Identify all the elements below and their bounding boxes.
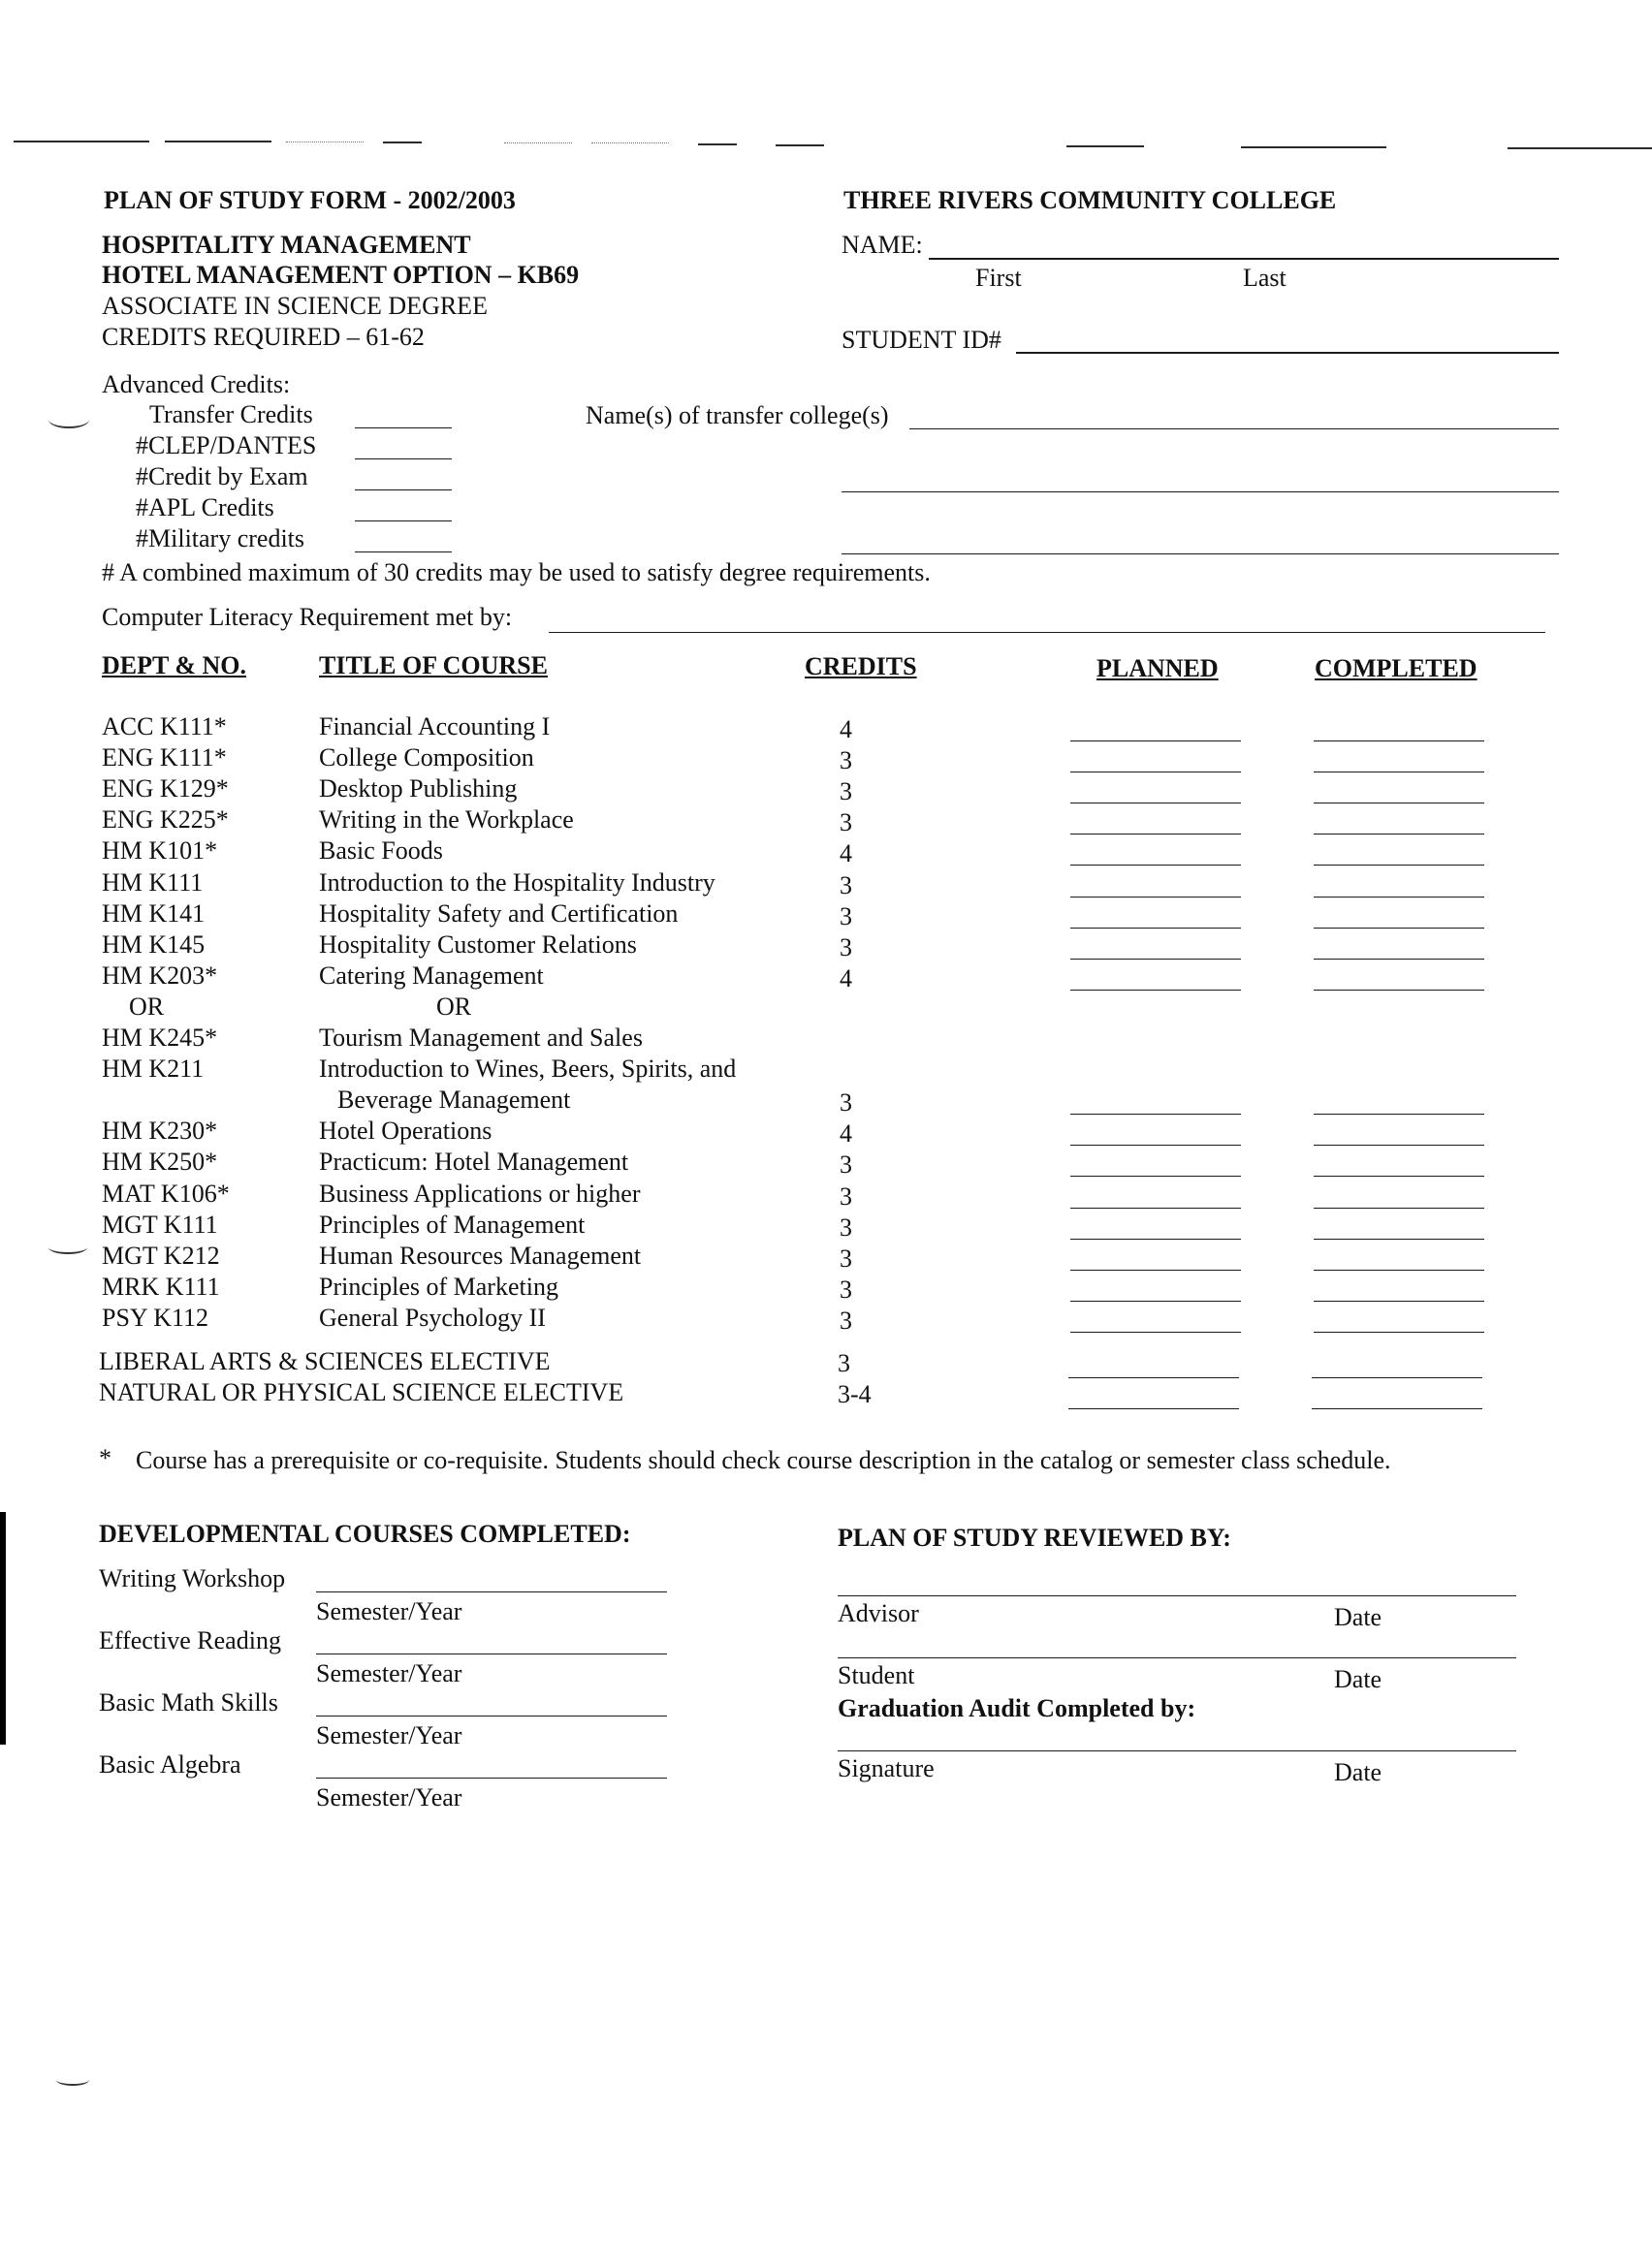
course-credits: 3 bbox=[840, 808, 852, 836]
completed-field[interactable] bbox=[1314, 1301, 1484, 1302]
course-title: OR bbox=[436, 992, 472, 1021]
dev-writing-field[interactable] bbox=[316, 1591, 667, 1592]
course-title: Desktop Publishing bbox=[319, 774, 518, 803]
last-label: Last bbox=[1243, 264, 1287, 292]
planned-field[interactable] bbox=[1070, 834, 1241, 835]
scan-left-edge bbox=[0, 1512, 6, 1745]
name-field[interactable] bbox=[929, 258, 1559, 260]
completed-field[interactable] bbox=[1314, 740, 1484, 741]
planned-field[interactable] bbox=[1070, 959, 1241, 960]
planned-field[interactable] bbox=[1068, 1377, 1239, 1378]
transfer-college-field-2[interactable] bbox=[842, 491, 1559, 492]
elective-title: NATURAL OR PHYSICAL SCIENCE ELECTIVE bbox=[99, 1378, 624, 1406]
course-dept: PSY K112 bbox=[102, 1304, 209, 1332]
course-dept: HM K101* bbox=[102, 836, 218, 865]
advisor-signature-field[interactable] bbox=[838, 1595, 1516, 1596]
planned-field[interactable] bbox=[1070, 928, 1241, 929]
student-label: Student bbox=[838, 1661, 915, 1689]
course-credits: 4 bbox=[840, 715, 852, 743]
audit-date-label: Date bbox=[1334, 1758, 1382, 1786]
transfer-college-field[interactable] bbox=[909, 428, 1559, 429]
course-dept: HM K145 bbox=[102, 930, 206, 959]
advanced-item: #APL Credits bbox=[136, 493, 274, 521]
col-header-title: TITLE OF COURSE bbox=[319, 651, 548, 679]
course-dept: ENG K225* bbox=[102, 805, 229, 834]
semester-year-label: Semester/Year bbox=[316, 1659, 462, 1687]
col-header-planned: PLANNED bbox=[1096, 654, 1219, 682]
course-title: Catering Management bbox=[319, 961, 544, 990]
completed-field[interactable] bbox=[1314, 1239, 1484, 1240]
dev-item-effective-reading: Effective Reading bbox=[99, 1626, 281, 1654]
planned-field[interactable] bbox=[1070, 1145, 1241, 1146]
course-credits: 3 bbox=[840, 902, 852, 930]
course-credits: 4 bbox=[840, 1119, 852, 1148]
advanced-item: #CLEP/DANTES bbox=[136, 431, 317, 459]
transfer-credits-field[interactable] bbox=[355, 427, 452, 428]
college-name: THREE RIVERS COMMUNITY COLLEGE bbox=[843, 186, 1337, 214]
course-title: General Psychology II bbox=[319, 1304, 546, 1332]
course-dept: ENG K129* bbox=[102, 774, 229, 803]
col-header-credits: CREDITS bbox=[805, 652, 917, 680]
review-heading: PLAN OF STUDY REVIEWED BY: bbox=[838, 1524, 1231, 1552]
completed-field[interactable] bbox=[1314, 865, 1484, 866]
scan-mark bbox=[56, 2074, 89, 2086]
course-title: Introduction to the Hospitality Industry bbox=[319, 868, 715, 897]
scan-mark bbox=[48, 411, 89, 428]
course-credits: 3 bbox=[840, 1150, 852, 1179]
scan-mark bbox=[48, 1241, 87, 1254]
planned-field[interactable] bbox=[1070, 865, 1241, 866]
combined-maximum-note: # A combined maximum of 30 credits may be used to satisfy degree requirements. bbox=[102, 558, 931, 586]
course-title: Business Applications or higher bbox=[319, 1180, 641, 1208]
planned-field[interactable] bbox=[1070, 990, 1241, 991]
course-title: Principles of Management bbox=[319, 1211, 586, 1239]
clep-field[interactable] bbox=[355, 458, 452, 459]
planned-field[interactable] bbox=[1070, 1114, 1241, 1115]
computer-literacy-field[interactable] bbox=[549, 632, 1545, 633]
first-label: First bbox=[975, 264, 1022, 292]
course-dept: HM K203* bbox=[102, 961, 218, 990]
course-credits: 4 bbox=[840, 964, 852, 992]
audit-signature-field[interactable] bbox=[838, 1750, 1516, 1751]
course-credits: 3 bbox=[840, 871, 852, 899]
elective-credits: 3 bbox=[838, 1349, 850, 1377]
dev-algebra-field[interactable] bbox=[316, 1778, 667, 1779]
completed-field[interactable] bbox=[1314, 834, 1484, 835]
planned-field[interactable] bbox=[1068, 1408, 1239, 1409]
course-credits: 3 bbox=[840, 1276, 852, 1304]
planned-field[interactable] bbox=[1070, 740, 1241, 741]
course-title: College Composition bbox=[319, 743, 534, 772]
course-dept: HM K245* bbox=[102, 1024, 218, 1052]
program-option: HOTEL MANAGEMENT OPTION – KB69 bbox=[102, 261, 580, 289]
course-credits: 4 bbox=[840, 839, 852, 867]
course-dept: MAT K106* bbox=[102, 1180, 230, 1208]
semester-year-label: Semester/Year bbox=[316, 1783, 462, 1811]
course-credits: 3 bbox=[840, 1244, 852, 1273]
completed-field[interactable] bbox=[1314, 897, 1484, 898]
completed-field[interactable] bbox=[1314, 1114, 1484, 1115]
planned-field[interactable] bbox=[1070, 897, 1241, 898]
course-credits: 3 bbox=[840, 1213, 852, 1242]
course-title: Hotel Operations bbox=[319, 1117, 492, 1145]
course-dept: HM K230* bbox=[102, 1117, 218, 1145]
dev-item-basic-math: Basic Math Skills bbox=[99, 1688, 278, 1717]
program-name: HOSPITALITY MANAGEMENT bbox=[102, 231, 471, 259]
col-header-completed: COMPLETED bbox=[1315, 654, 1477, 682]
completed-field[interactable] bbox=[1314, 990, 1484, 991]
semester-year-label: Semester/Year bbox=[316, 1597, 462, 1625]
completed-field[interactable] bbox=[1314, 959, 1484, 960]
course-dept: HM K250* bbox=[102, 1148, 218, 1176]
name-label: NAME: bbox=[842, 231, 923, 259]
course-title: Introduction to Wines, Beers, Spirits, and bbox=[319, 1055, 737, 1083]
course-credits: 3 bbox=[840, 1182, 852, 1211]
military-credits-field[interactable] bbox=[355, 551, 452, 552]
completed-field[interactable] bbox=[1312, 1377, 1482, 1378]
credit-by-exam-field[interactable] bbox=[355, 489, 452, 490]
course-title: Practicum: Hotel Management bbox=[319, 1148, 629, 1176]
completed-field[interactable] bbox=[1314, 1270, 1484, 1271]
semester-year-label: Semester/Year bbox=[316, 1721, 462, 1749]
completed-field[interactable] bbox=[1314, 1208, 1484, 1209]
course-dept: ACC K111* bbox=[102, 712, 227, 740]
course-title: Hospitality Safety and Certification bbox=[319, 899, 679, 928]
course-dept: HM K141 bbox=[102, 899, 206, 928]
course-title: Writing in the Workplace bbox=[319, 805, 574, 834]
course-credits: 3 bbox=[840, 746, 852, 774]
course-credits: 3 bbox=[840, 1088, 852, 1117]
student-id-label: STUDENT ID# bbox=[842, 326, 1001, 354]
advanced-item: Transfer Credits bbox=[149, 400, 313, 428]
credits-required: CREDITS REQUIRED – 61-62 bbox=[102, 323, 425, 351]
course-title: Basic Foods bbox=[319, 836, 443, 865]
footnote-text: Course has a prerequisite or co-requisite. Students should check course description in the catalog or semester class schedule. bbox=[136, 1446, 1391, 1474]
course-title: Hospitality Customer Relations bbox=[319, 930, 637, 959]
course-credits: 3 bbox=[840, 777, 852, 805]
degree: ASSOCIATE IN SCIENCE DEGREE bbox=[102, 292, 488, 320]
course-credits: 3 bbox=[840, 933, 852, 961]
elective-title: LIBERAL ARTS & SCIENCES ELECTIVE bbox=[99, 1347, 551, 1375]
student-signature-field[interactable] bbox=[838, 1657, 1516, 1658]
course-dept: HM K111 bbox=[102, 868, 204, 897]
transfer-college-label: Name(s) of transfer college(s) bbox=[586, 401, 889, 429]
advanced-item: #Credit by Exam bbox=[136, 462, 308, 490]
col-header-dept: DEPT & NO. bbox=[102, 651, 247, 679]
planned-field[interactable] bbox=[1070, 1332, 1241, 1333]
planned-field[interactable] bbox=[1070, 1208, 1241, 1209]
computer-literacy-label: Computer Literacy Requirement met by: bbox=[102, 603, 513, 631]
course-dept: MGT K212 bbox=[102, 1242, 220, 1270]
student-id-field[interactable] bbox=[1016, 352, 1559, 354]
course-dept: OR bbox=[129, 992, 165, 1021]
course-dept: MRK K111 bbox=[102, 1273, 220, 1301]
signature-label: Signature bbox=[838, 1754, 935, 1782]
planned-field[interactable] bbox=[1070, 1176, 1241, 1177]
course-dept: ENG K111* bbox=[102, 743, 227, 772]
advisor-date-label: Date bbox=[1334, 1603, 1382, 1631]
form-title: PLAN OF STUDY FORM - 2002/2003 bbox=[104, 186, 516, 214]
developmental-heading: DEVELOPMENTAL COURSES COMPLETED: bbox=[99, 1520, 631, 1548]
completed-field[interactable] bbox=[1314, 928, 1484, 929]
completed-field[interactable] bbox=[1314, 1176, 1484, 1177]
planned-field[interactable] bbox=[1070, 1270, 1241, 1271]
footnote-star: * bbox=[99, 1444, 111, 1472]
course-credits: 3 bbox=[840, 1307, 852, 1335]
advanced-item: #Military credits bbox=[136, 524, 305, 552]
course-title: Beverage Management bbox=[337, 1086, 571, 1114]
course-dept: MGT K111 bbox=[102, 1211, 218, 1239]
completed-field[interactable] bbox=[1314, 1145, 1484, 1146]
transfer-college-field-3[interactable] bbox=[842, 553, 1559, 554]
course-title: Principles of Marketing bbox=[319, 1273, 558, 1301]
planned-field[interactable] bbox=[1070, 1239, 1241, 1240]
course-title: Human Resources Management bbox=[319, 1242, 642, 1270]
course-title: Financial Accounting I bbox=[319, 712, 551, 740]
completed-field[interactable] bbox=[1312, 1408, 1482, 1409]
course-dept: HM K211 bbox=[102, 1055, 205, 1083]
planned-field[interactable] bbox=[1070, 1301, 1241, 1302]
graduation-audit-heading: Graduation Audit Completed by: bbox=[838, 1694, 1196, 1722]
advisor-label: Advisor bbox=[838, 1599, 919, 1627]
elective-credits: 3-4 bbox=[838, 1380, 872, 1408]
student-date-label: Date bbox=[1334, 1665, 1382, 1693]
dev-item-basic-algebra: Basic Algebra bbox=[99, 1750, 241, 1779]
dev-math-field[interactable] bbox=[316, 1716, 667, 1717]
course-title: Tourism Management and Sales bbox=[319, 1024, 643, 1052]
advanced-credits-heading: Advanced Credits: bbox=[102, 370, 291, 398]
completed-field[interactable] bbox=[1314, 1332, 1484, 1333]
apl-credits-field[interactable] bbox=[355, 520, 452, 521]
dev-item-writing-workshop: Writing Workshop bbox=[99, 1564, 286, 1592]
